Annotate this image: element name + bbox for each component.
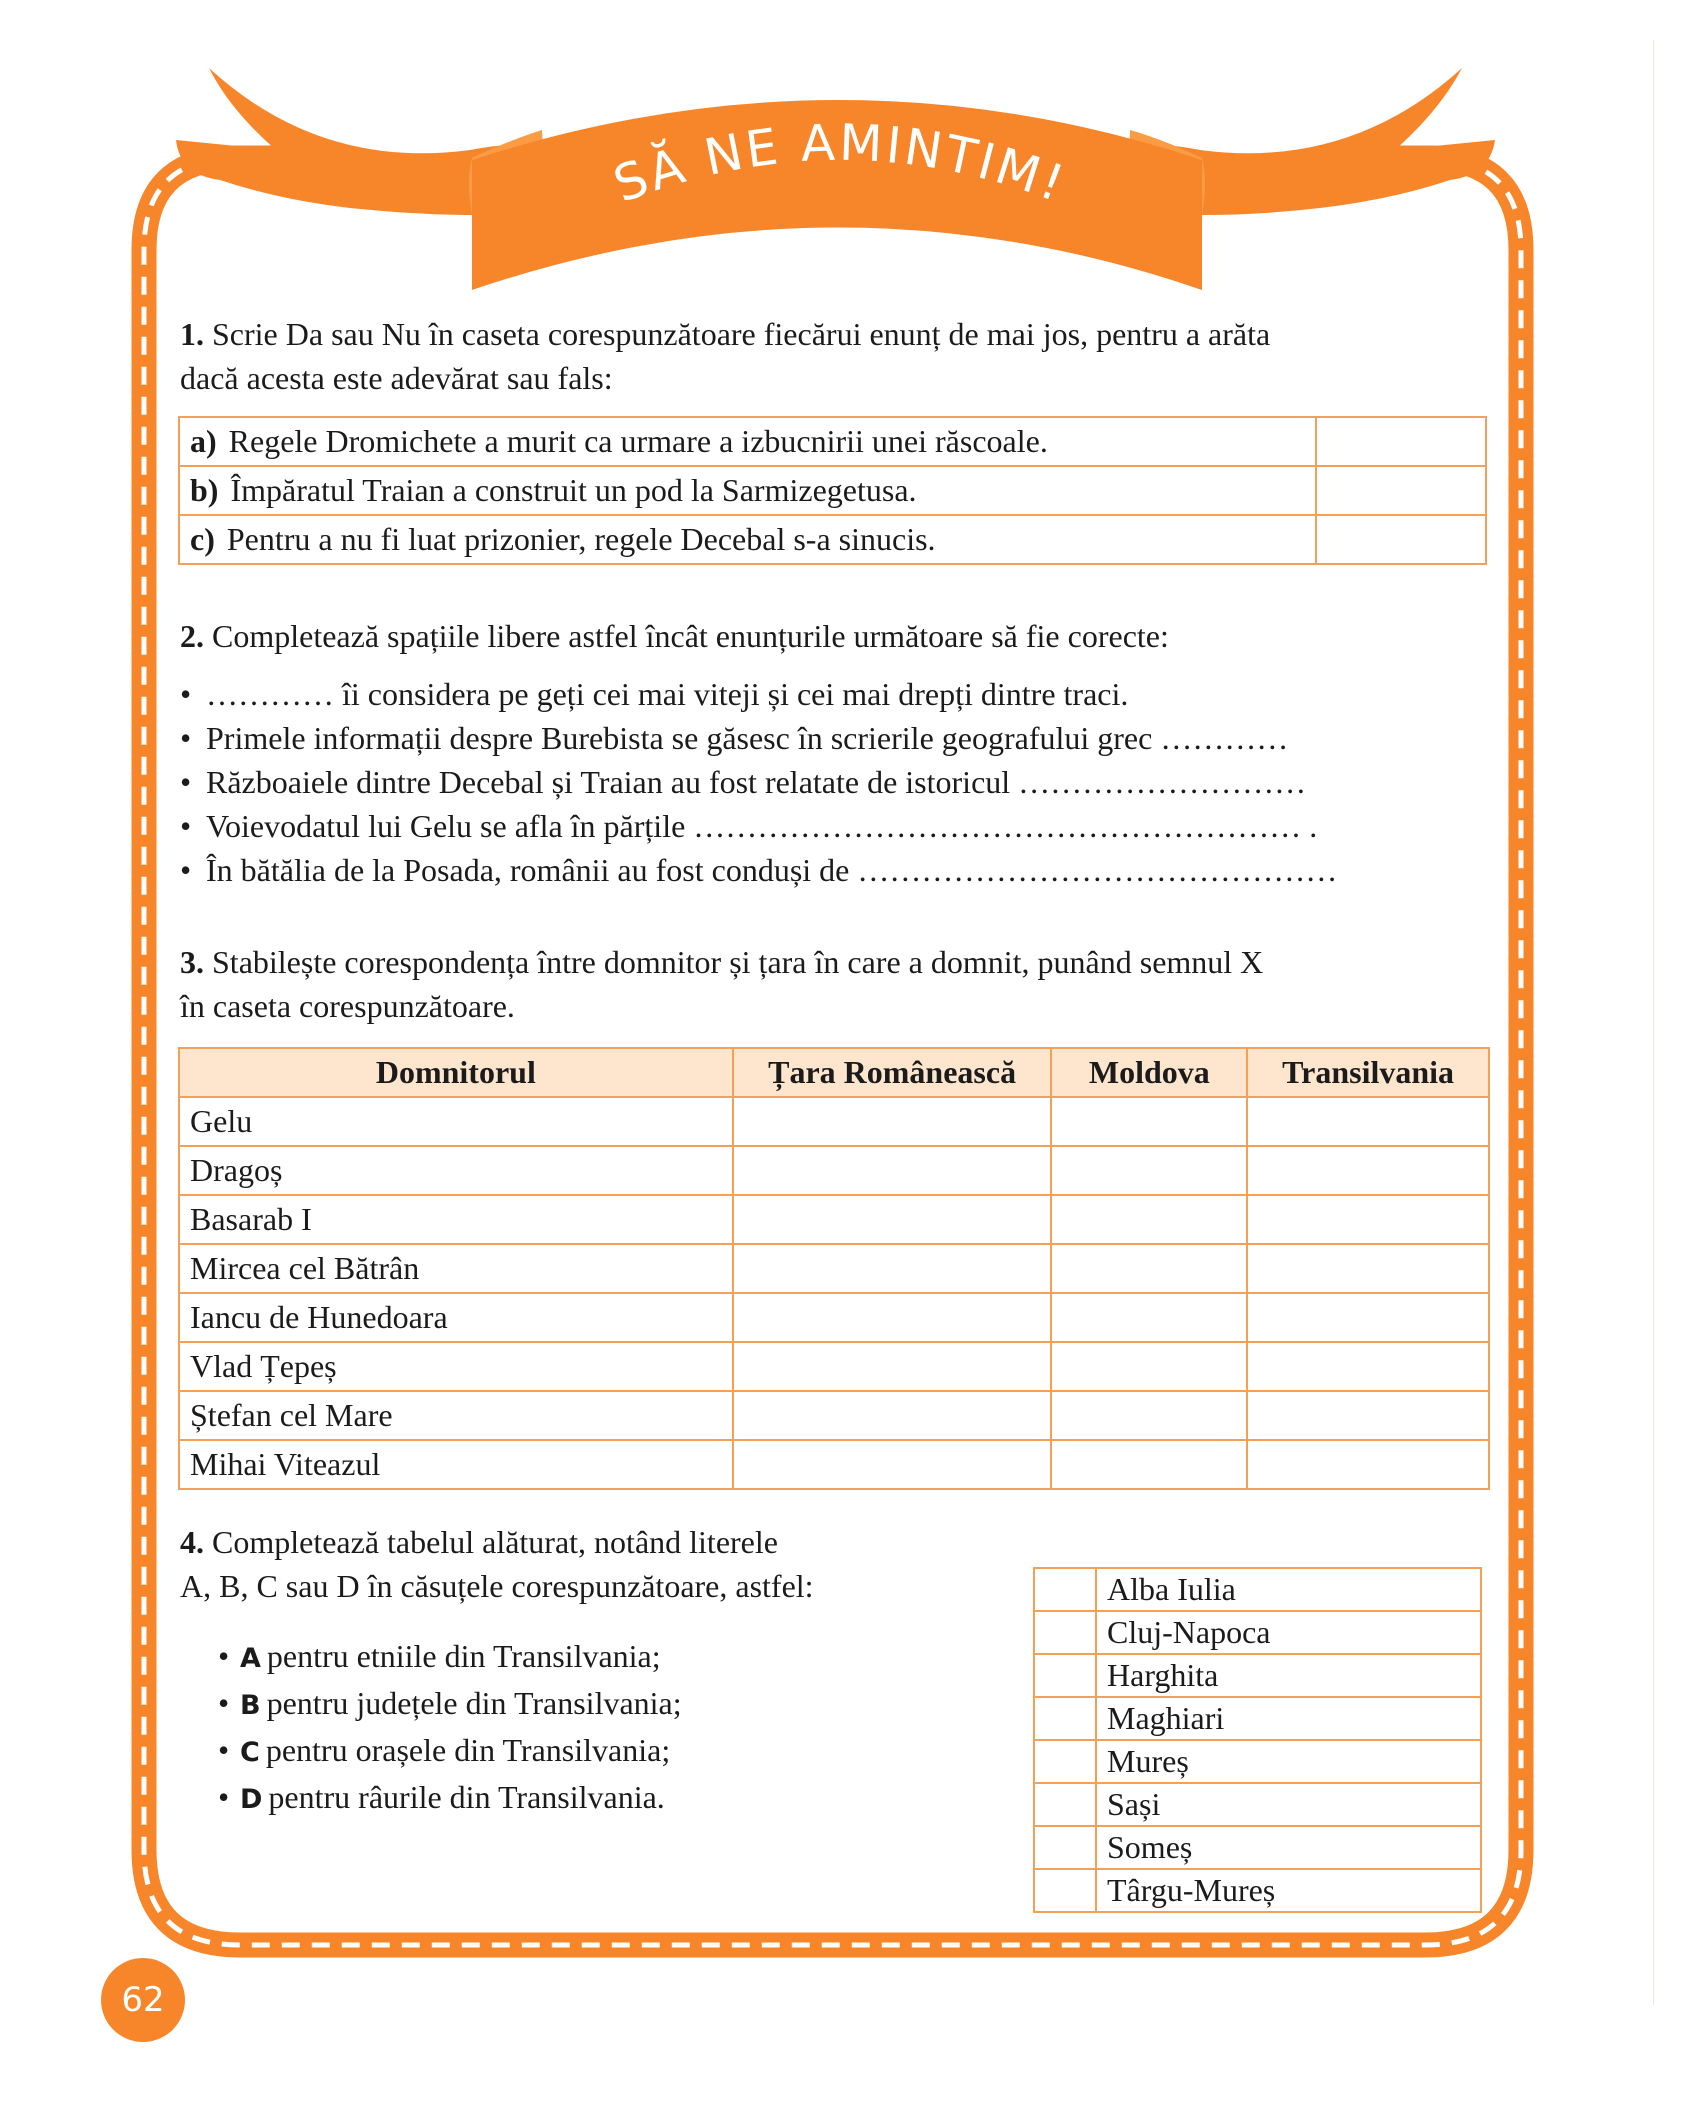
ruler-name: Mihai Viteazul bbox=[179, 1440, 733, 1489]
ruler-row bbox=[179, 1342, 1489, 1391]
item-row bbox=[1034, 1568, 1481, 1611]
exercise-1-line1: Scrie Da sau Nu în caseta corespunzătoare fiecărui enunț de mai jos, pentru a arăta bbox=[212, 316, 1271, 352]
exercise-1-number: 1. bbox=[180, 316, 204, 352]
statement-cell bbox=[179, 417, 1316, 466]
checkbox-transilvania[interactable] bbox=[1247, 1146, 1489, 1195]
ruler-row bbox=[179, 1440, 1489, 1489]
exercise-2-text: Completează spațiile libere astfel încât enunțurile următoare să fie corecte: bbox=[212, 618, 1169, 654]
fill-in-item bbox=[180, 848, 1337, 892]
item-name: Alba Iulia bbox=[1096, 1568, 1481, 1611]
bullet-icon: • bbox=[180, 720, 192, 756]
statement-cell bbox=[179, 466, 1316, 515]
header-domnitorul: Domnitorul bbox=[179, 1048, 733, 1097]
item-row bbox=[1034, 1740, 1481, 1783]
rulers-table-header bbox=[179, 1048, 1489, 1097]
exercise-3-line1: Stabilește corespondența între domnitor și țara în care a domnit, punând semnul X bbox=[212, 944, 1264, 980]
answer-box[interactable] bbox=[1316, 515, 1486, 564]
transylvania-table bbox=[1033, 1567, 1482, 1913]
letter-box[interactable] bbox=[1034, 1611, 1096, 1654]
fill-in-item bbox=[180, 804, 1337, 848]
header-transilvania: Transilvania bbox=[1247, 1048, 1489, 1097]
fill-in-text: ………… îi considera pe geți cei mai viteji și cei mai drepți dintre traci. bbox=[206, 676, 1129, 712]
ruler-row bbox=[179, 1195, 1489, 1244]
item-row bbox=[1034, 1826, 1481, 1869]
ruler-name: Vlad Țepeș bbox=[179, 1342, 733, 1391]
checkbox-transilvania[interactable] bbox=[1247, 1244, 1489, 1293]
legend-item bbox=[218, 1728, 682, 1775]
checkbox-tara-romaneasca[interactable] bbox=[733, 1391, 1052, 1440]
checkbox-tara-romaneasca[interactable] bbox=[733, 1342, 1052, 1391]
item-name: Mureș bbox=[1096, 1740, 1481, 1783]
ruler-row bbox=[179, 1391, 1489, 1440]
exercise-1-line2: dacă acesta este adevărat sau fals: bbox=[180, 360, 613, 396]
answer-box[interactable] bbox=[1316, 417, 1486, 466]
legend-key: B bbox=[240, 1690, 261, 1721]
letter-box[interactable] bbox=[1034, 1697, 1096, 1740]
bullet-icon: • bbox=[218, 1685, 230, 1721]
bullet-icon: • bbox=[218, 1779, 230, 1815]
legend-text: pentru orașele din Transilvania; bbox=[265, 1732, 671, 1768]
ruler-name: Dragoș bbox=[179, 1146, 733, 1195]
letter-box[interactable] bbox=[1034, 1740, 1096, 1783]
bullet-icon: • bbox=[180, 764, 192, 800]
item-name: Someș bbox=[1096, 1826, 1481, 1869]
checkbox-transilvania[interactable] bbox=[1247, 1097, 1489, 1146]
legend-key: A bbox=[240, 1643, 261, 1674]
true-false-table bbox=[178, 416, 1487, 565]
ruler-name: Gelu bbox=[179, 1097, 733, 1146]
legend-text: pentru etniile din Transilvania; bbox=[266, 1638, 661, 1674]
checkbox-transilvania[interactable] bbox=[1247, 1440, 1489, 1489]
checkbox-moldova[interactable] bbox=[1051, 1391, 1247, 1440]
legend-key: C bbox=[240, 1737, 260, 1768]
item-row bbox=[1034, 1783, 1481, 1826]
page-number: 62 bbox=[101, 1958, 185, 2042]
fill-in-item bbox=[180, 672, 1337, 716]
checkbox-tara-romaneasca[interactable] bbox=[733, 1195, 1052, 1244]
ruler-name: Mircea cel Bătrân bbox=[179, 1244, 733, 1293]
rulers-table bbox=[178, 1047, 1490, 1490]
header-moldova: Moldova bbox=[1051, 1048, 1247, 1097]
checkbox-moldova[interactable] bbox=[1051, 1293, 1247, 1342]
legend-key: D bbox=[240, 1784, 263, 1815]
exercise-4-line1: Completează tabelul alăturat, notând literele bbox=[212, 1524, 778, 1560]
ruler-name: Ștefan cel Mare bbox=[179, 1391, 733, 1440]
statement-cell bbox=[179, 515, 1316, 564]
ruler-row bbox=[179, 1244, 1489, 1293]
item-name: Târgu-Mureș bbox=[1096, 1869, 1481, 1912]
fill-in-list bbox=[180, 672, 1337, 892]
checkbox-tara-romaneasca[interactable] bbox=[733, 1097, 1052, 1146]
legend-list bbox=[218, 1634, 682, 1822]
bullet-icon: • bbox=[218, 1638, 230, 1674]
ruler-row bbox=[179, 1097, 1489, 1146]
item-row bbox=[1034, 1697, 1481, 1740]
fill-in-text: În bătălia de la Posada, românii au fost conduși de ……………………………………… bbox=[206, 852, 1338, 888]
checkbox-transilvania[interactable] bbox=[1247, 1391, 1489, 1440]
bullet-icon: • bbox=[180, 676, 192, 712]
checkbox-transilvania[interactable] bbox=[1247, 1293, 1489, 1342]
statement-text: Împăratul Traian a construit un pod la Sarmizegetusa. bbox=[230, 472, 917, 508]
exercise-4-number: 4. bbox=[180, 1524, 204, 1560]
statement-letter: a) bbox=[190, 423, 217, 459]
fill-in-item bbox=[180, 716, 1337, 760]
fill-in-text: Primele informații despre Burebista se găsesc în scrierile geografului grec ………… bbox=[206, 720, 1289, 756]
statement-letter: c) bbox=[190, 521, 215, 557]
statement-row bbox=[179, 417, 1486, 466]
banner-title-path: SĂ NE AMINTIM! bbox=[606, 113, 1075, 215]
exercise-3-line2: în caseta corespunzătoare. bbox=[180, 988, 515, 1024]
exercise-1-instruction bbox=[180, 312, 1270, 356]
letter-box[interactable] bbox=[1034, 1826, 1096, 1869]
fill-in-text: Războaiele dintre Decebal și Traian au fost relatate de istoricul ……………………… bbox=[206, 764, 1307, 800]
letter-box[interactable] bbox=[1034, 1654, 1096, 1697]
checkbox-moldova[interactable] bbox=[1051, 1440, 1247, 1489]
exercise-4-instruction bbox=[180, 1520, 778, 1564]
checkbox-tara-romaneasca[interactable] bbox=[733, 1293, 1052, 1342]
item-name: Maghiari bbox=[1096, 1697, 1481, 1740]
item-name: Harghita bbox=[1096, 1654, 1481, 1697]
page-edge-line bbox=[1653, 40, 1654, 2005]
exercise-3-instruction bbox=[180, 940, 1263, 984]
checkbox-moldova[interactable] bbox=[1051, 1146, 1247, 1195]
checkbox-transilvania[interactable] bbox=[1247, 1342, 1489, 1391]
exercise-2-instruction bbox=[180, 614, 1169, 658]
bullet-icon: • bbox=[218, 1732, 230, 1768]
item-row bbox=[1034, 1869, 1481, 1912]
statement-letter: b) bbox=[190, 472, 219, 508]
statement-text: Pentru a nu fi luat prizonier, regele Decebal s-a sinucis. bbox=[226, 521, 936, 557]
letter-box[interactable] bbox=[1034, 1568, 1096, 1611]
checkbox-tara-romaneasca[interactable] bbox=[733, 1440, 1052, 1489]
checkbox-moldova[interactable] bbox=[1051, 1195, 1247, 1244]
legend-item bbox=[218, 1681, 682, 1728]
item-row bbox=[1034, 1611, 1481, 1654]
bullet-icon: • bbox=[180, 852, 192, 888]
legend-item bbox=[218, 1634, 682, 1681]
ruler-name: Basarab I bbox=[179, 1195, 733, 1244]
exercise-2-number: 2. bbox=[180, 618, 204, 654]
statement-row bbox=[179, 515, 1486, 564]
exercise-3-number: 3. bbox=[180, 944, 204, 980]
ruler-row bbox=[179, 1293, 1489, 1342]
fill-in-text: Voievodatul lui Gelu se afla în părțile ………………………………………………… . bbox=[206, 808, 1318, 844]
item-name: Cluj-Napoca bbox=[1096, 1611, 1481, 1654]
checkbox-moldova[interactable] bbox=[1051, 1244, 1247, 1293]
header-tara-romaneasca: Țara Românească bbox=[733, 1048, 1052, 1097]
statement-text: Regele Dromichete a murit ca urmare a izbucnirii unei răscoale. bbox=[228, 423, 1048, 459]
letter-box[interactable] bbox=[1034, 1783, 1096, 1826]
item-name: Sași bbox=[1096, 1783, 1481, 1826]
bullet-icon: • bbox=[180, 808, 192, 844]
legend-text: pentru județele din Transilvania; bbox=[266, 1685, 682, 1721]
exercise-4-line2: A, B, C sau D în căsuțele corespunzătoare, astfel: bbox=[180, 1568, 814, 1604]
statement-row bbox=[179, 466, 1486, 515]
checkbox-moldova[interactable] bbox=[1051, 1342, 1247, 1391]
checkbox-transilvania[interactable] bbox=[1247, 1195, 1489, 1244]
legend-item bbox=[218, 1775, 682, 1822]
item-row bbox=[1034, 1654, 1481, 1697]
letter-box[interactable] bbox=[1034, 1869, 1096, 1912]
checkbox-moldova[interactable] bbox=[1051, 1097, 1247, 1146]
checkbox-tara-romaneasca[interactable] bbox=[733, 1244, 1052, 1293]
fill-in-item bbox=[180, 760, 1337, 804]
ruler-name: Iancu de Hunedoara bbox=[179, 1293, 733, 1342]
ruler-row bbox=[179, 1146, 1489, 1195]
answer-box[interactable] bbox=[1316, 466, 1486, 515]
legend-text: pentru râurile din Transilvania. bbox=[268, 1779, 665, 1815]
checkbox-tara-romaneasca[interactable] bbox=[733, 1146, 1052, 1195]
